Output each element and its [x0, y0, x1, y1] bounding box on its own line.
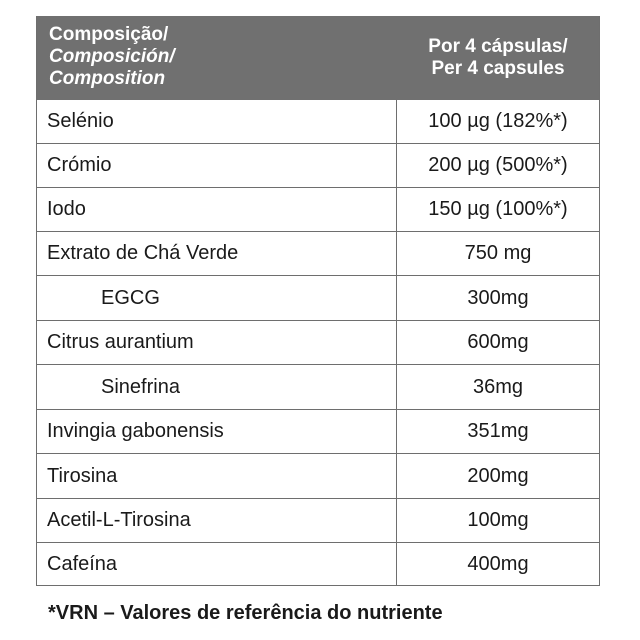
header-per-capsules-pt: Por 4 cápsulas/	[428, 36, 568, 57]
composition-table	[36, 16, 600, 586]
ingredient-name: Citrus aurantium	[37, 321, 397, 364]
ingredient-amount: 150 µg (100%*)	[428, 198, 568, 220]
ingredient-amount: 600mg	[467, 331, 529, 353]
ingredient-amount: 200 µg (500%*)	[428, 154, 568, 176]
ingredient-amount: 400mg	[467, 552, 529, 575]
table-row	[37, 144, 599, 188]
table-row	[37, 188, 599, 232]
header-composition-en: Composition	[49, 68, 166, 89]
ingredient-name: Iodo	[37, 188, 397, 231]
header-composition-pt: Composição/	[49, 24, 169, 45]
header-composition	[37, 16, 397, 100]
ingredient-name: Acetil-L-Tirosina	[37, 499, 397, 542]
ingredient-amount: 300mg	[467, 286, 529, 309]
table-row	[37, 276, 599, 321]
ingredient-name: Extrato de Chá Verde	[37, 232, 397, 275]
table-body	[37, 100, 599, 586]
table-row	[37, 454, 599, 499]
header-per-capsules	[397, 16, 599, 100]
ingredient-name: Crómio	[37, 144, 397, 187]
table-row	[37, 365, 599, 410]
ingredient-amount: 100 µg (182%*)	[428, 110, 568, 132]
ingredient-amount: 100mg	[467, 509, 529, 531]
table-row	[37, 543, 599, 586]
ingredient-name: Tirosina	[37, 454, 397, 498]
ingredient-name: Sinefrina	[37, 365, 397, 409]
ingredient-name: Selénio	[37, 100, 397, 143]
header-per-capsules-en: Per 4 capsules	[431, 58, 565, 79]
ingredient-amount: 36mg	[472, 375, 524, 398]
table-row	[37, 232, 599, 276]
ingredient-name: EGCG	[37, 276, 397, 320]
table-row	[37, 100, 599, 144]
ingredient-name: Invingia gabonensis	[37, 410, 397, 453]
ingredient-amount: 750 mg	[464, 242, 532, 264]
footnote: *VRN – Valores de referência do nutriente	[48, 602, 443, 624]
header-composition-es: Composición/	[49, 46, 175, 67]
table-row	[37, 499, 599, 543]
table-row	[37, 410, 599, 454]
ingredient-amount: 200mg	[467, 464, 529, 487]
ingredient-amount: 351mg	[467, 420, 529, 442]
table-row	[37, 321, 599, 365]
table-header	[37, 16, 599, 100]
ingredient-name: Cafeína	[37, 543, 397, 585]
